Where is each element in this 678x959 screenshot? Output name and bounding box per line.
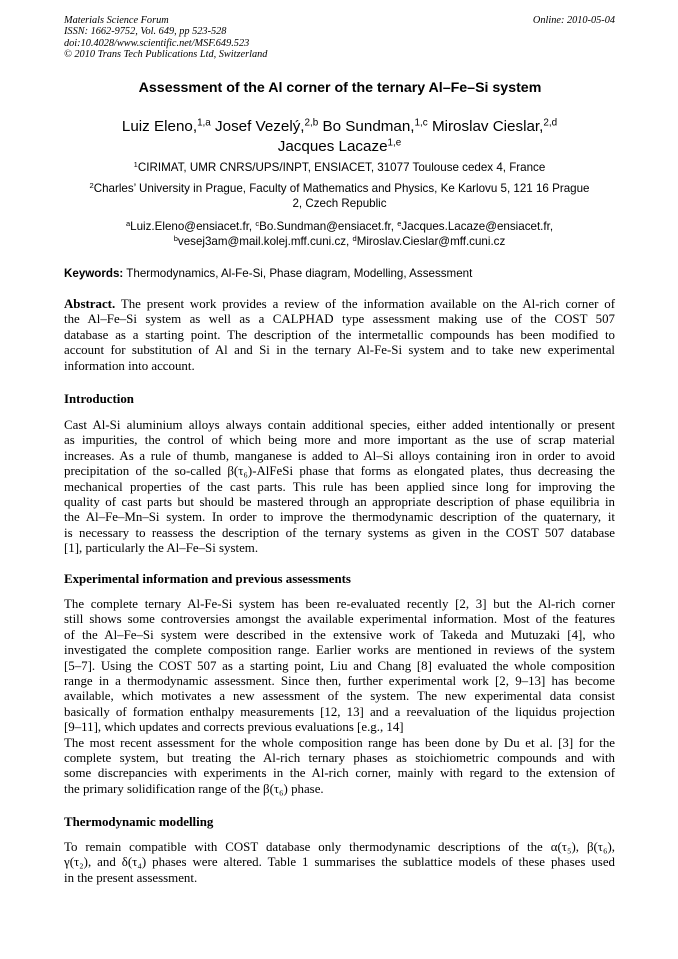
- modelling-paragraph: [64, 840, 615, 886]
- text-line: increases. As a rule of thumb, manganese is added to Al–Si alloys containing iron in order to avoid: [64, 448, 615, 463]
- text-line: γ(τ₂), and δ(τ₄) phases were altered. Table 1 summarises the sublattice models of these phases used: [64, 855, 615, 870]
- experimental-paragraph: [64, 597, 615, 797]
- text-line: account for substitution of Al and Si in the ternary Al-Fe-Si system and to take new experimental: [64, 343, 615, 358]
- author-list: [64, 117, 615, 157]
- section-heading-modelling: Thermodynamic modelling: [64, 815, 214, 829]
- text-line: The most recent assessment for the whole composition range has been done by Du et al. [3] for the: [64, 735, 615, 750]
- author: Miroslav Cieslar,: [431, 118, 544, 135]
- text-line: still shows some controversies amongst the available experimental information. Most of the features: [64, 612, 615, 627]
- text-line: quality of cast parts but should be mastered through an appropriate description of phase equilibria in: [64, 495, 615, 510]
- affiliation-1: [64, 160, 615, 175]
- text-line: database as a starting point. The description of the intermetallic compounds has been modified to: [64, 327, 615, 342]
- journal-header: [64, 15, 267, 60]
- author-emails: [64, 219, 615, 249]
- abstract-label: Abstract.: [64, 297, 116, 311]
- abstract-paragraph: [64, 297, 615, 374]
- text-line: To remain compatible with COST database only thermodynamic descriptions of the α(τ₅), β(τ₆),: [64, 840, 615, 854]
- text-line: basically of formation enthalpy measurements [12, 13] and a reevaluation of the liquidus projection: [64, 704, 615, 719]
- email-link[interactable]: vesej3am@mail.kolej.mff.cuni.cz,: [177, 235, 353, 248]
- keywords-text: Thermodynamics, Al-Fe-Si, Phase diagram, Modelling, Assessment: [123, 267, 473, 280]
- text-line: investigated the complete composition range. Earlier works are mentioned in reviews of the system: [64, 643, 615, 658]
- text-line: The complete ternary Al-Fe-Si system has been re-evaluated recently [2, 3] but the Al-rich corner: [64, 597, 615, 611]
- keywords: [64, 267, 615, 280]
- author-affiliation-mark: 2,d: [543, 117, 558, 129]
- text-line: range in a thermodynamic assessment. Since then, further experimental work [2, 9–13] has become: [64, 674, 615, 689]
- author: Luiz Eleno,: [121, 118, 198, 135]
- introduction-paragraph: [64, 418, 615, 557]
- email-link[interactable]: Luiz.Eleno@ensiacet.fr,: [130, 220, 256, 233]
- text-line: in the present assessment.: [64, 870, 198, 885]
- author: Jacques Lacaze: [277, 138, 388, 155]
- text-line: The present work provides a review of the information available on the Al-rich corner of: [115, 297, 615, 311]
- affiliation-text: Charles’ University in Prague, Faculty of Mathematics and Physics, Ke Karlovu 5, 121 16 Prague: [93, 182, 590, 195]
- email-mark: e: [397, 218, 402, 228]
- text-line: complete system, but treating the Al-rich ternary phases as stoichiometric compounds and with: [64, 751, 615, 766]
- email-mark: a: [125, 218, 131, 228]
- text-line: as impurities, the control of which being more and more important as the use of scrap material: [64, 433, 615, 448]
- section-heading-experimental: Experimental information and previous assessments: [64, 572, 351, 586]
- text-line: information into account.: [64, 358, 195, 373]
- journal-issn: ISSN: 1662-9752, Vol. 649, pp 523-528: [64, 26, 227, 38]
- journal-doi[interactable]: doi:10.4028/www.scientific.net/MSF.649.523: [64, 37, 250, 49]
- email-mark: c: [255, 218, 260, 228]
- affiliation-2: [64, 181, 615, 211]
- text-line: the primary solidification range of the β(τ₆) phase.: [64, 781, 324, 796]
- author-affiliation-mark: 1,c: [414, 117, 428, 129]
- affiliation-text: CIRIMAT, UMR CNRS/UPS/INPT, ENSIACET, 31077 Toulouse cedex 4, France: [137, 161, 546, 174]
- journal-name: Materials Science Forum: [64, 15, 169, 26]
- text-line: precipitation of the so-called β(τ₆)-AlFeSi phase that forms as elongated plates, thus decreasing the: [64, 464, 615, 479]
- text-line: available, which motivates a new assessment of the system. The new experimental data consist: [64, 689, 615, 704]
- text-line: the Al–Fe–Mn–Si system. In order to improve the thermodynamic description of the quaternary, it: [64, 510, 615, 525]
- text-line: is necessary to reassess the description of the ternary systems as given in the COST 507 database: [64, 525, 615, 540]
- affiliation-text: 2, Czech Republic: [292, 197, 387, 210]
- author: Bo Sundman,: [322, 118, 415, 135]
- journal-copyright: © 2010 Trans Tech Publications Ltd, Switzerland: [64, 48, 268, 60]
- affiliation-mark: 1: [133, 159, 138, 169]
- email-link[interactable]: Bo.Sundman@ensiacet.fr,: [259, 220, 398, 233]
- email-link[interactable]: Jacques.Lacaze@ensiacet.fr,: [401, 220, 554, 233]
- author: Josef Vezelý,: [215, 118, 305, 135]
- author-affiliation-mark: 1,a: [197, 117, 211, 129]
- email-mark: b: [173, 233, 178, 243]
- text-line: of the Al–Fe–Si system were described in the extensive work of Takeda and Mutuzaki [4], who: [64, 627, 615, 642]
- email-link[interactable]: Miroslav.Cieslar@mff.cuni.cz: [356, 235, 506, 248]
- affiliation-mark: 2: [89, 180, 94, 190]
- text-line: mechanical properties of the cast parts. This rule has been applied since long for improving the: [64, 479, 615, 494]
- text-line: the Al–Fe–Si system as well as a CALPHAD type assessment making use of the COST 507: [64, 312, 615, 327]
- online-date: Online: 2010-05-04: [532, 15, 615, 26]
- email-mark: d: [352, 233, 357, 243]
- paper-title: Assessment of the Al corner of the ternary Al–Fe–Si system: [138, 80, 542, 96]
- author-affiliation-mark: 2,b: [304, 117, 319, 129]
- text-line: some discrepancies with experiments in the Al-rich corner, mainly with regard to the extension of: [64, 766, 615, 781]
- text-line: Cast Al-Si aluminium alloys always contain additional species, either added intentionally or present: [64, 418, 615, 432]
- keywords-label: Keywords:: [64, 267, 124, 280]
- section-heading-introduction: Introduction: [64, 392, 134, 406]
- text-line: [1], particularly the Al–Fe–Si system.: [64, 541, 259, 556]
- text-line: [9–11], which updates and corrects previous evaluations [e.g., 14]: [64, 720, 404, 735]
- text-line: [5–7]. Using the COST 507 as a starting point, Liu and Chang [8] evaluated the whole composition: [64, 658, 615, 673]
- author-affiliation-mark: 1,e: [387, 137, 402, 149]
